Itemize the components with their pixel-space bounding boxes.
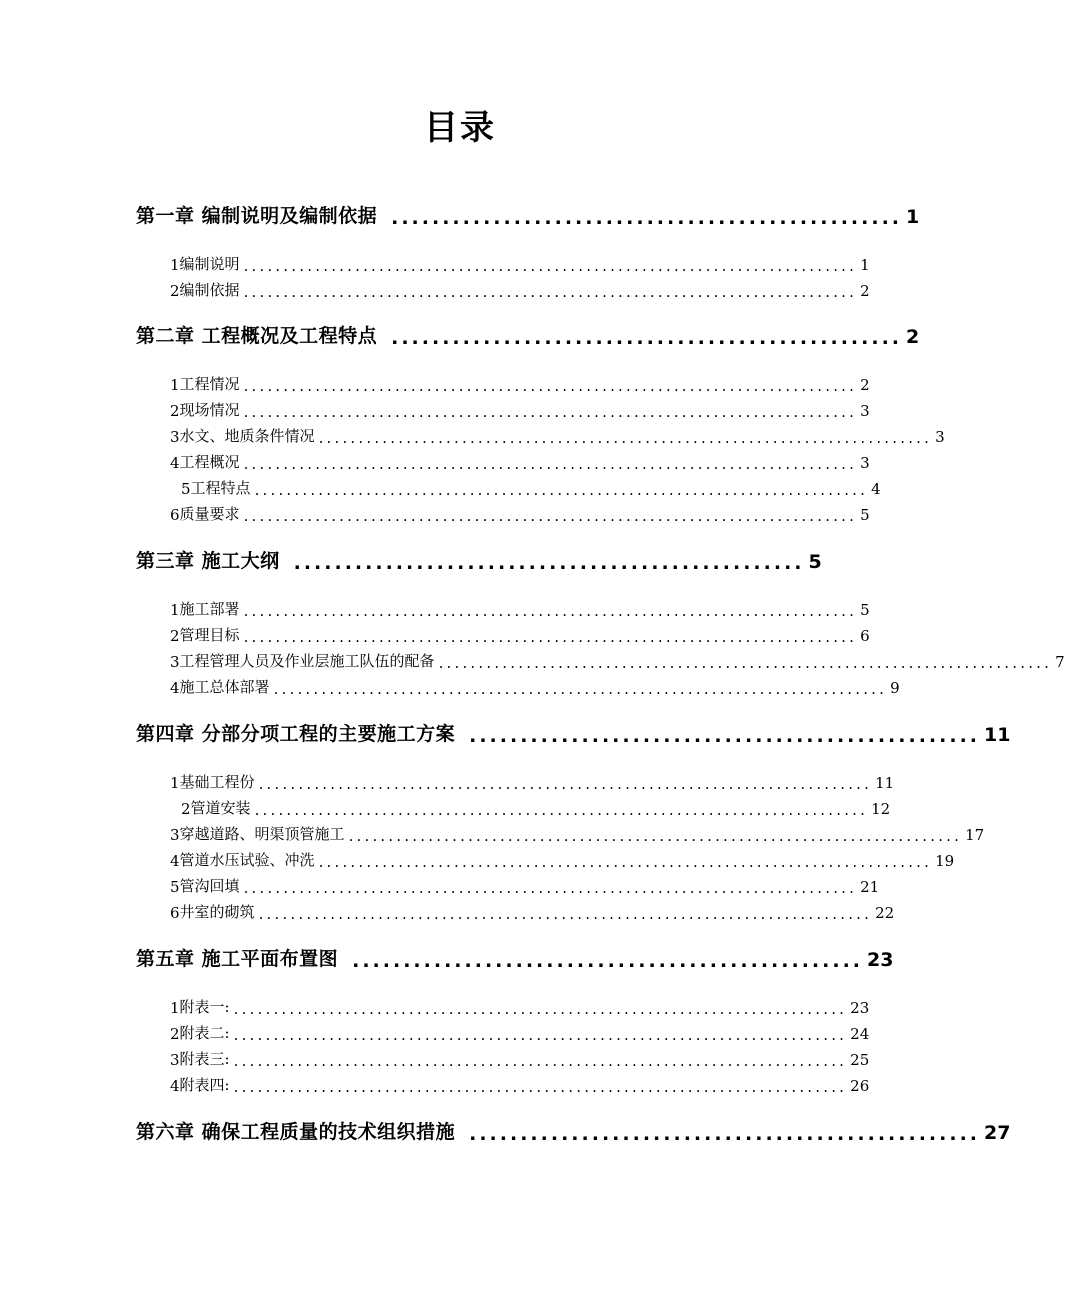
- chapter-heading-6[interactable]: [136, 1114, 1011, 1145]
- dot-leader: ..................................................: [352, 950, 864, 972]
- dot-leader: .............................................................................: [243, 283, 858, 301]
- entry-label: 施工总体部署: [179, 678, 270, 696]
- toc-entry[interactable]: [170, 900, 895, 923]
- entry-page-number: 2: [860, 376, 870, 394]
- entry-page-number: 9: [890, 679, 900, 697]
- entry-label: 管沟回填: [179, 877, 240, 895]
- chapter-heading-4[interactable]: [136, 716, 1011, 747]
- entry-label: 穿越道路、明渠顶管施工: [179, 825, 345, 843]
- chapter-label: 第三章 施工大纲: [136, 550, 280, 572]
- dot-leader: .............................................................................: [243, 377, 858, 395]
- entry-label: 附表二:: [179, 1024, 230, 1042]
- dot-leader: .............................................................................: [243, 257, 858, 275]
- dot-leader: ..................................................: [293, 552, 805, 574]
- entry-page-number: 7: [1055, 653, 1065, 671]
- entry-page-number: 19: [935, 852, 955, 870]
- toc-entry[interactable]: [170, 476, 881, 499]
- entry-page-number: 5: [860, 601, 870, 619]
- entry-label: 附表三:: [179, 1050, 230, 1068]
- entry-page-number: 6: [860, 627, 870, 645]
- chapter-page-number: 27: [984, 1122, 1011, 1144]
- chapter-label: 第一章 编制说明及编制依据: [136, 205, 378, 227]
- entry-label: 质量要求: [179, 505, 240, 523]
- entry-label: 附表四:: [179, 1076, 230, 1094]
- entry-label: 编制依据: [179, 281, 240, 299]
- toc-entry[interactable]: [170, 502, 870, 525]
- toc-entry[interactable]: [170, 398, 870, 421]
- dot-leader: .............................................................................: [233, 1052, 848, 1070]
- dot-leader: .............................................................................: [233, 1078, 848, 1096]
- entry-number: 3: [170, 1051, 180, 1069]
- chapter-heading-1[interactable]: [136, 198, 920, 229]
- entry-number: 2: [170, 1025, 180, 1043]
- entry-page-number: 12: [871, 800, 891, 818]
- dot-leader: .............................................................................: [243, 628, 858, 646]
- entry-label: 工程管理人员及作业层施工队伍的配备: [179, 652, 435, 670]
- entry-number: 5: [181, 480, 191, 498]
- entry-page-number: 17: [965, 826, 985, 844]
- entry-label: 管道安装: [190, 799, 251, 817]
- entry-number: 4: [170, 852, 180, 870]
- chapter-label: 第四章 分部分项工程的主要施工方案: [136, 723, 456, 745]
- entry-number: 1: [170, 376, 180, 394]
- chapter-heading-5[interactable]: [136, 941, 894, 972]
- toc-entry[interactable]: [170, 874, 880, 897]
- dot-leader: .............................................................................: [318, 853, 933, 871]
- chapter-label: 第六章 确保工程质量的技术组织措施: [136, 1121, 456, 1143]
- dot-leader: .............................................................................: [348, 827, 963, 845]
- chapter-heading-3[interactable]: [136, 543, 822, 574]
- entry-number: 3: [170, 428, 180, 446]
- entry-page-number: 3: [935, 428, 945, 446]
- toc-entry[interactable]: [170, 822, 985, 845]
- dot-leader: .............................................................................: [233, 1026, 848, 1044]
- entry-label: 管理目标: [179, 626, 240, 644]
- dot-leader: .............................................................................: [254, 481, 869, 499]
- dot-leader: .............................................................................: [243, 602, 858, 620]
- entry-page-number: 22: [875, 904, 895, 922]
- toc-entry[interactable]: [170, 623, 870, 646]
- entry-number: 5: [170, 878, 180, 896]
- entry-page-number: 11: [875, 774, 895, 792]
- dot-leader: .............................................................................: [318, 429, 933, 447]
- dot-leader: ..................................................: [469, 1123, 981, 1145]
- entry-number: 2: [170, 402, 180, 420]
- entry-number: 1: [170, 256, 180, 274]
- entry-number: 4: [170, 454, 180, 472]
- toc-entry[interactable]: [170, 675, 900, 698]
- dot-leader: .............................................................................: [258, 905, 873, 923]
- entry-page-number: 5: [860, 506, 870, 524]
- toc-entry[interactable]: [170, 372, 870, 395]
- entry-label: 管道水压试验、冲洗: [179, 851, 315, 869]
- dot-leader: .............................................................................: [233, 1000, 848, 1018]
- toc-entry[interactable]: [170, 597, 870, 620]
- entry-number: 2: [181, 800, 191, 818]
- dot-leader: ..................................................: [391, 327, 903, 349]
- entry-number: 4: [170, 679, 180, 697]
- entry-page-number: 3: [860, 402, 870, 420]
- chapter-page-number: 5: [808, 551, 822, 573]
- entry-number: 6: [170, 904, 180, 922]
- chapter-heading-2[interactable]: [136, 318, 920, 349]
- entry-number: 2: [170, 627, 180, 645]
- entry-number: 6: [170, 506, 180, 524]
- toc-entry[interactable]: [170, 424, 945, 447]
- toc-entry[interactable]: [170, 450, 870, 473]
- entry-number: 4: [170, 1077, 180, 1095]
- entry-label: 编制说明: [179, 255, 240, 273]
- dot-leader: .............................................................................: [258, 775, 873, 793]
- dot-leader: .............................................................................: [243, 455, 858, 473]
- toc-entry[interactable]: [170, 1021, 870, 1044]
- dot-leader: .............................................................................: [243, 403, 858, 421]
- dot-leader: .............................................................................: [273, 680, 888, 698]
- chapter-label: 第二章 工程概况及工程特点: [136, 325, 378, 347]
- toc-entry[interactable]: [170, 770, 895, 793]
- entry-label: 水文、地质条件情况: [179, 427, 315, 445]
- dot-leader: .............................................................................: [243, 879, 858, 897]
- dot-leader: ..................................................: [391, 207, 903, 229]
- entry-label: 工程特点: [190, 479, 251, 497]
- toc-title: 目录: [424, 108, 496, 148]
- toc-entry[interactable]: [170, 796, 891, 819]
- entry-page-number: 3: [860, 454, 870, 472]
- entry-label: 工程概况: [179, 453, 240, 471]
- dot-leader: .............................................................................: [438, 654, 1053, 672]
- chapter-label: 第五章 施工平面布置图: [136, 948, 339, 970]
- toc-entry[interactable]: [170, 1047, 870, 1070]
- toc-entry[interactable]: [170, 278, 870, 301]
- chapter-page-number: 1: [906, 206, 920, 228]
- entry-number: 1: [170, 601, 180, 619]
- entry-label: 现场情况: [179, 401, 240, 419]
- entry-number: 3: [170, 826, 180, 844]
- dot-leader: .............................................................................: [254, 801, 869, 819]
- entry-number: 3: [170, 653, 180, 671]
- chapter-page-number: 11: [984, 724, 1011, 746]
- toc-entry[interactable]: [170, 848, 955, 871]
- entry-page-number: 4: [871, 480, 881, 498]
- entry-page-number: 26: [850, 1077, 870, 1095]
- entry-page-number: 2: [860, 282, 870, 300]
- chapter-page-number: 2: [906, 326, 920, 348]
- entry-page-number: 23: [850, 999, 870, 1017]
- entry-page-number: 24: [850, 1025, 870, 1043]
- entry-label: 工程情况: [179, 375, 240, 393]
- entry-label: 基础工程份: [179, 773, 255, 791]
- entry-page-number: 25: [850, 1051, 870, 1069]
- entry-page-number: 1: [860, 256, 870, 274]
- entry-label: 井室的砌筑: [179, 903, 255, 921]
- toc-entry[interactable]: [170, 1073, 870, 1096]
- entry-label: 附表一:: [179, 998, 230, 1016]
- entry-number: 1: [170, 999, 180, 1017]
- toc-entry[interactable]: [170, 252, 870, 275]
- entry-label: 施工部署: [179, 600, 240, 618]
- dot-leader: ..................................................: [469, 725, 981, 747]
- entry-number: 1: [170, 774, 180, 792]
- toc-entry[interactable]: [170, 649, 1065, 672]
- entry-number: 2: [170, 282, 180, 300]
- entry-page-number: 21: [860, 878, 880, 896]
- toc-entry[interactable]: [170, 995, 870, 1018]
- dot-leader: .............................................................................: [243, 507, 858, 525]
- chapter-page-number: 23: [867, 949, 894, 971]
